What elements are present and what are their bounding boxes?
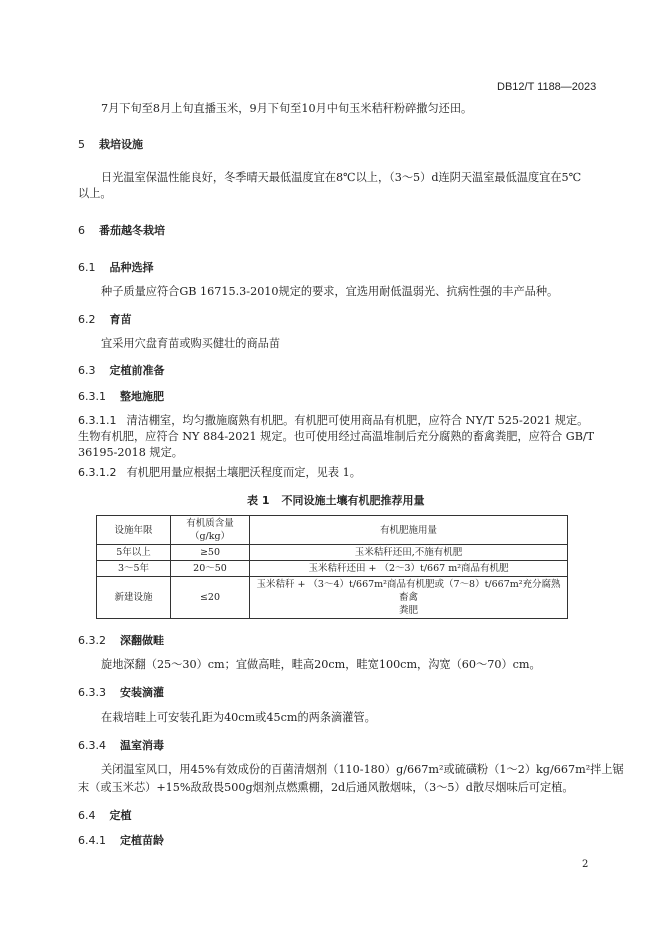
table-caption-title: 不同设施土壤有机肥推荐用量 [281,494,425,507]
section-6-3-2-heading [78,632,164,648]
section-title: 深翻做畦 [120,634,164,647]
table-row [97,561,568,577]
section-title: 定植 [109,809,132,822]
intro-paragraph: 7月下旬至8月上旬直播玉米，9月下旬至10月中旬玉米秸秆粉碎撒匀还田。 [101,102,473,115]
section-6-3-heading [78,362,165,378]
section-number: 5 [78,138,85,151]
section-number: 6.3.1 [78,390,106,403]
section-title: 栽培设施 [99,138,143,151]
cell-amount-line-1: 玉米秸秆 + （3～4）t/667m²商品有机肥或（7～8）t/667m²充分腐熟畜禽 [256,579,561,603]
section-6-3-3-body: 在栽培畦上可安装孔距为40cm或45cm的两条滴灌管。 [101,711,376,724]
section-number: 6.3 [78,364,96,377]
section-6-3-1-heading [78,388,164,404]
section-6-3-1-1-line-1 [78,413,588,429]
section-6-3-1-1-line-3: 36195-2018 规定。 [78,446,183,459]
section-title: 番茄越冬栽培 [99,224,165,237]
section-6-1-heading [78,259,154,275]
header-organic-matter [171,516,250,545]
section-title: 整地施肥 [120,390,164,403]
header-fertilizer-amount: 有机肥施用量 [250,516,568,545]
standard-id: DB12/T 1188—2023 [497,81,597,93]
section-6-3-3-heading [78,684,164,700]
section-number: 6.4 [78,809,96,822]
section-5-body-line-1: 日光温室保温性能良好，冬季晴天最低温度宜在8℃以上，（3～5）d连阴天温室最低温度宜在5℃ [101,171,582,184]
section-6-3-4-line-1: 关闭温室风口，用45%有效成份的百菌清烟剂（110-180）g/667m²或硫磺粉（1～2）kg/667m²拌上锯 [101,763,624,776]
section-number: 6.4.1 [78,834,106,847]
table-1 [96,515,568,619]
section-title: 定植苗龄 [120,834,164,847]
section-title: 品种选择 [109,261,154,274]
section-6-heading [78,222,165,238]
section-title: 定植前准备 [109,364,165,377]
section-6-3-1-1-line-2: 生物有机肥，应符合 NY 884-2021 规定。也可使用经过高温堆制后充分腐熟的畜禽粪肥，应符合 GB/T [78,430,595,443]
clause-number: 6.3.1.1 [78,414,117,427]
section-6-2-heading [78,311,132,327]
section-6-3-4-heading [78,737,164,753]
table-row [97,545,568,561]
section-6-4-heading [78,807,132,823]
section-number: 6.3.2 [78,634,106,647]
cell-amount: 玉米秸秆还田 + （2～3）t/667 m²商品有机肥 [250,561,568,577]
cell-amount-line-2: 粪肥 [398,605,418,616]
clause-text: 有机肥用量应根据土壤肥沃程度而定，见表 1。 [126,466,361,479]
cell-organic: 20～50 [171,561,250,577]
header-organic-line-1: 有机质含量 [186,518,234,529]
cell-amount [250,577,568,619]
cell-years: 5年以上 [97,545,171,561]
clause-text: 清洁棚室，均匀撒施腐熟有机肥。有机肥可使用商品有机肥，应符合 NY/T 525-2021 规定。 [126,414,589,427]
header-organic-line-2: （g/kg） [189,531,231,542]
section-6-3-4-line-2: 末（或玉米芯）+15%敌敌畏500g烟剂点燃熏棚，2d后通风散烟味，（3～5）d散尽烟味后可定植。 [78,781,574,794]
section-6-4-1-heading [78,832,164,848]
section-number: 6.1 [78,261,96,274]
page-number: 2 [582,859,589,870]
cell-years: 3～5年 [97,561,171,577]
cell-years: 新建设施 [97,577,171,619]
header-years: 设施年限 [97,516,171,545]
section-6-3-1-2 [78,465,361,481]
section-number: 6.3.3 [78,686,106,699]
table-row [97,577,568,619]
table-caption-number: 表 1 [247,494,270,507]
section-5-heading [78,136,143,152]
clause-number: 6.3.1.2 [78,466,117,479]
section-6-1-body: 种子质量应符合GB 16715.3-2010规定的要求，宜选用耐低温弱光、抗病性强的丰产品种。 [101,285,559,298]
section-title: 温室消毒 [120,739,164,752]
cell-organic: ≥50 [171,545,250,561]
section-6-2-body: 宜采用穴盘育苗或购买健壮的商品苗 [101,337,281,350]
section-number: 6 [78,224,85,237]
section-number: 6.2 [78,313,96,326]
section-number: 6.3.4 [78,739,106,752]
table-1-caption [247,492,424,508]
section-5-body-line-2: 以上。 [78,187,112,200]
section-6-3-2-body: 旋地深翻（25～30）cm；宜做高畦，畦高20cm，畦宽100cm，沟宽（60～70）cm。 [101,658,541,671]
section-title: 安装滴灌 [120,686,164,699]
cell-organic: ≤20 [171,577,250,619]
cell-amount: 玉米秸秆还田,不施有机肥 [250,545,568,561]
table-header-row [97,516,568,545]
section-title: 育苗 [109,313,132,326]
